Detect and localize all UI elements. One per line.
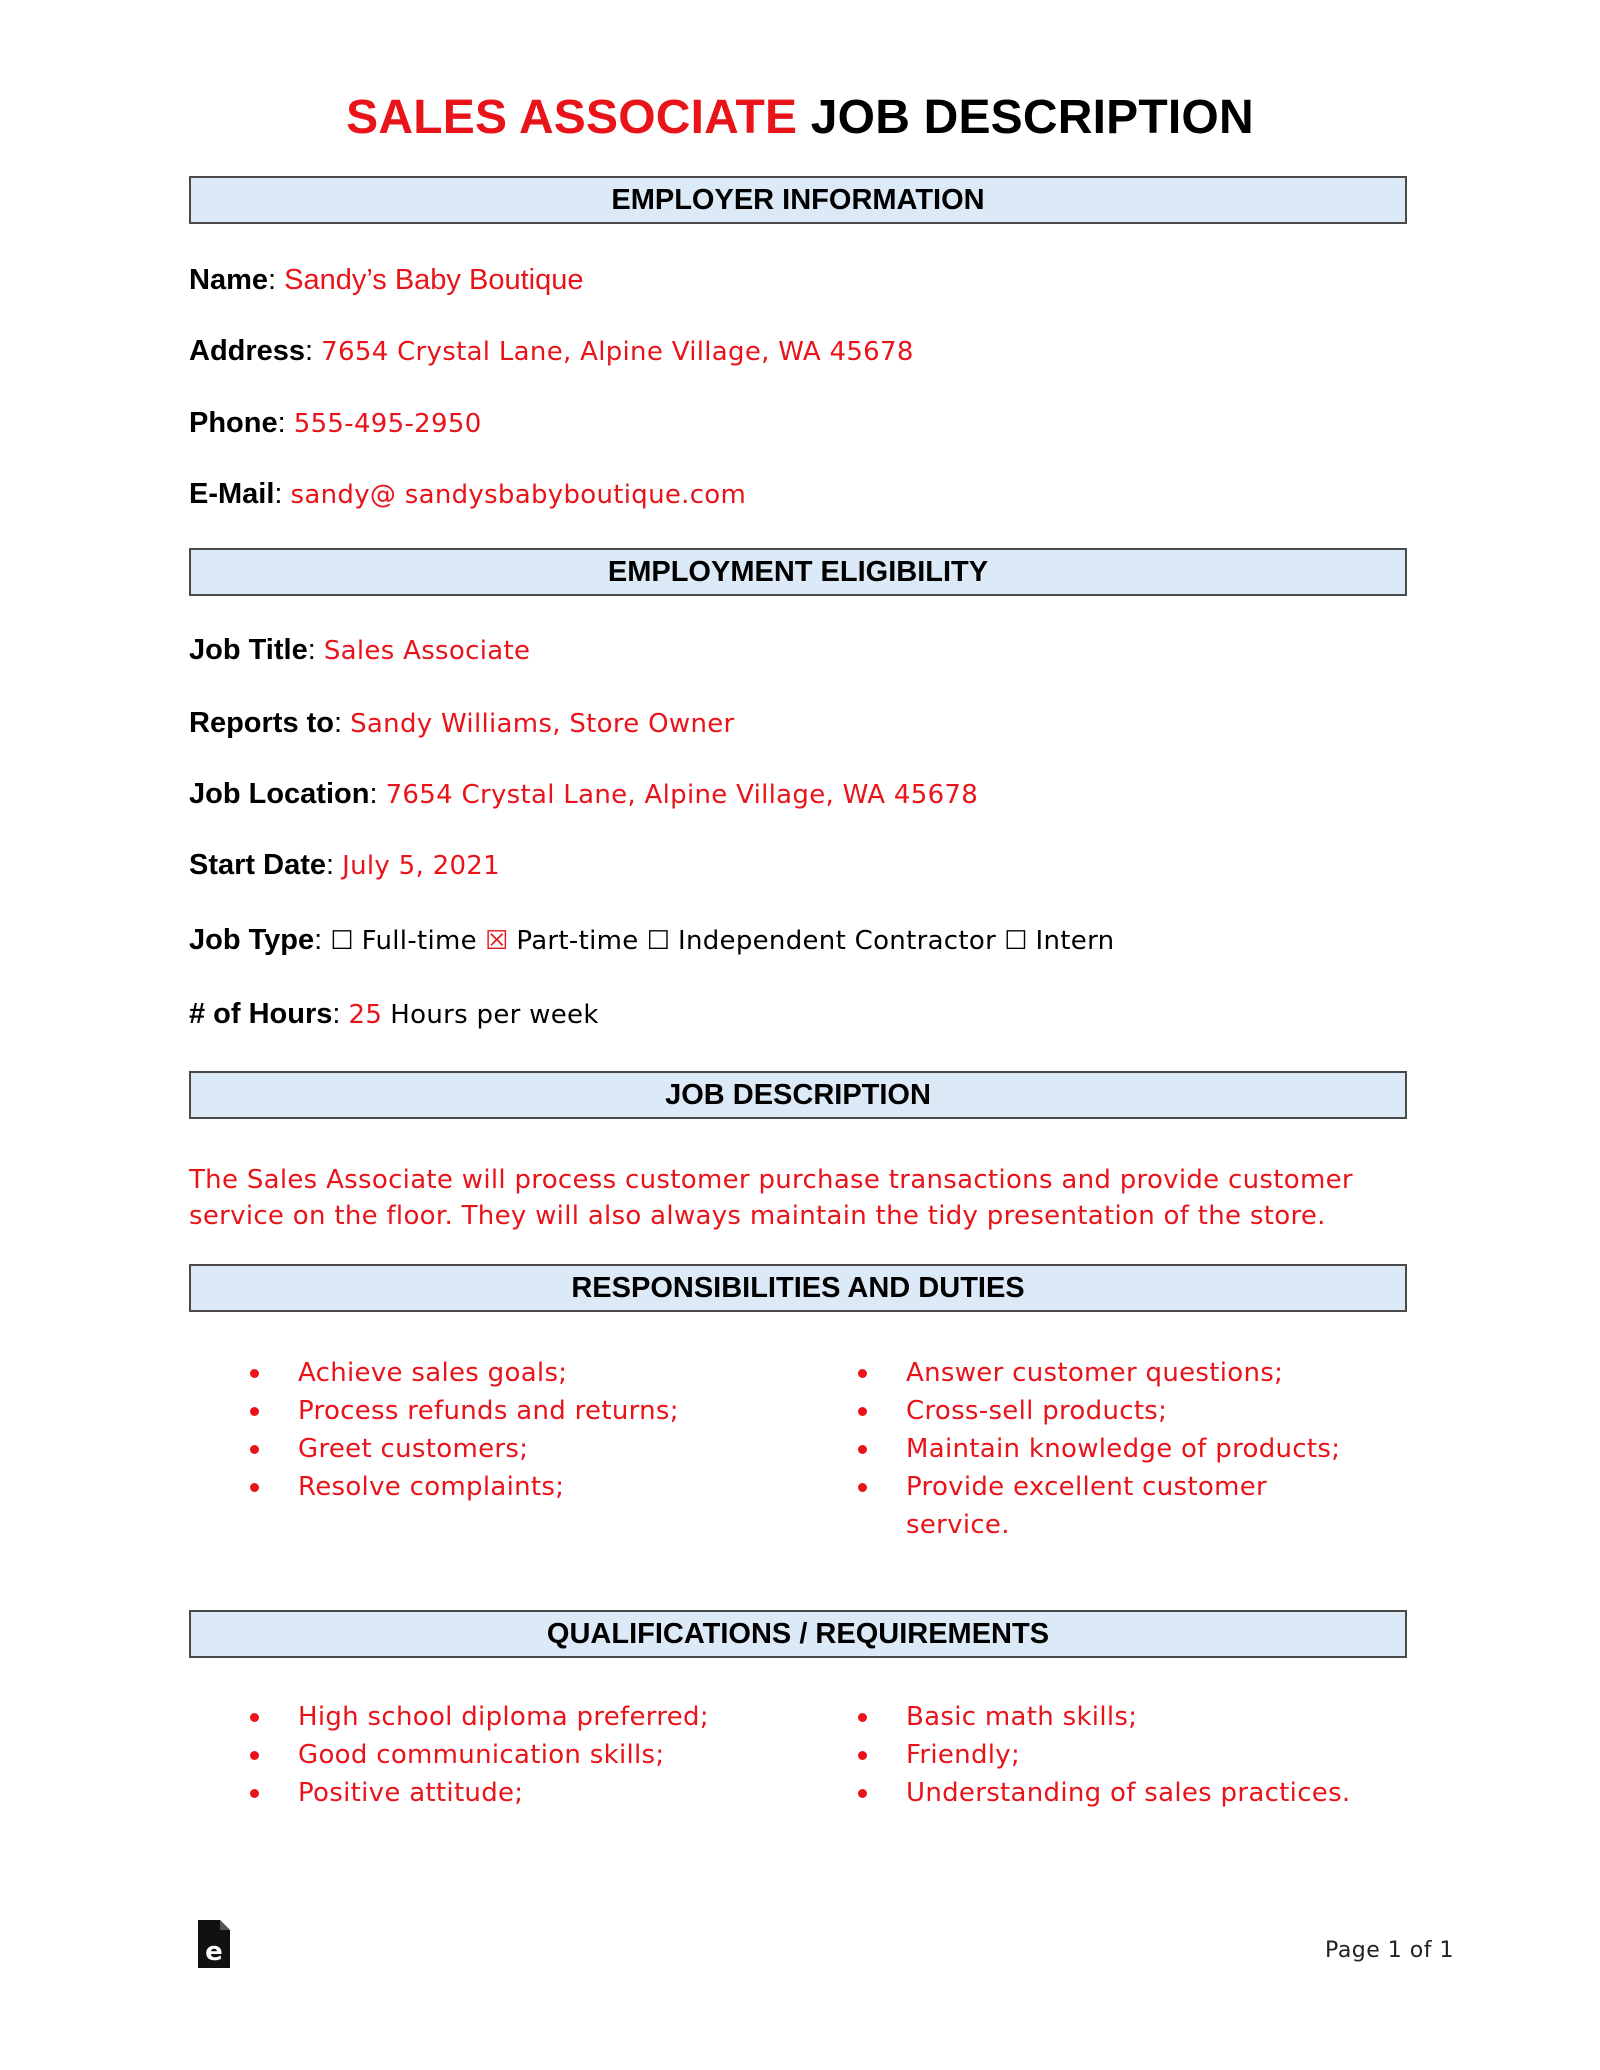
- employer-address-value: 7654 Crystal Lane, Alpine Village, WA 45678: [321, 337, 914, 367]
- hours-value: 25: [348, 1000, 383, 1030]
- reports-to-value: Sandy Williams, Store Owner: [350, 709, 735, 739]
- list-item-text: Greet customers;: [298, 1434, 529, 1464]
- list-item-text: Friendly;: [906, 1740, 1021, 1770]
- bullet: [858, 1369, 867, 1378]
- list-item: [858, 1774, 1398, 1812]
- job-type-row: Job Type: ☐ Full-time ☒ Part-time ☐ Independent Contractor ☐ Intern: [189, 924, 1115, 956]
- hours-unit: Hours per week: [390, 1000, 599, 1030]
- job-location-row: Job Location: 7654 Crystal Lane, Alpine Village, WA 45678: [189, 778, 979, 810]
- list-item: [858, 1354, 1368, 1392]
- job-description-text: The Sales Associate will process customer purchase transactions and provide customer service on the floor. They will also always maintain the tidy presentation of the store.: [189, 1165, 1353, 1231]
- checkbox-part-time[interactable]: ☒: [485, 926, 509, 956]
- list-item-text: Resolve complaints;: [298, 1472, 565, 1502]
- bullet: [858, 1483, 867, 1492]
- responsibilities-list-left: [250, 1354, 810, 1506]
- field-label: Start Date: [189, 849, 326, 881]
- list-item-text: Process refunds and returns;: [298, 1396, 679, 1426]
- document-logo-icon: [196, 1918, 232, 1970]
- list-item: [250, 1468, 810, 1506]
- title-role: SALES ASSOCIATE: [346, 91, 798, 144]
- field-label: Phone: [189, 407, 278, 439]
- hours-row: # of Hours: 25 Hours per week: [189, 998, 599, 1030]
- list-item: [250, 1736, 810, 1774]
- bullet: [250, 1789, 259, 1798]
- reports-to-row: Reports to: Sandy Williams, Store Owner: [189, 707, 735, 739]
- list-item: [858, 1736, 1398, 1774]
- list-item-text: Provide excellent customer service.: [906, 1472, 1267, 1540]
- employer-phone-value: 555-495-2950: [293, 409, 482, 439]
- job-title-value: Sales Associate: [323, 636, 531, 666]
- list-item-text: Positive attitude;: [298, 1778, 524, 1808]
- job-location-value: 7654 Crystal Lane, Alpine Village, WA 45678: [385, 780, 979, 810]
- start-date-row: Start Date: July 5, 2021: [189, 849, 500, 881]
- checkbox-intern[interactable]: ☐: [1004, 926, 1028, 956]
- employer-address-row: Address: 7654 Crystal Lane, Alpine Village, WA 45678: [189, 335, 914, 367]
- list-item-text: Maintain knowledge of products;: [906, 1434, 1341, 1464]
- list-item: [250, 1430, 810, 1468]
- list-item: [858, 1430, 1368, 1468]
- employer-name-value: Sandy’s Baby Boutique: [284, 264, 584, 296]
- employer-phone-row: Phone: 555-495-2950: [189, 407, 482, 439]
- svg-text:e: e: [205, 1937, 223, 1967]
- section-qualifications: QUALIFICATIONS / REQUIREMENTS: [189, 1610, 1407, 1658]
- qualifications-list-right: [858, 1698, 1398, 1812]
- title-suffix: JOB DESCRIPTION: [810, 91, 1254, 144]
- checkbox-independent-contractor[interactable]: ☐: [646, 926, 670, 956]
- option-full-time: Full-time: [361, 926, 477, 956]
- list-item: [858, 1392, 1368, 1430]
- document-title: [0, 88, 1600, 148]
- list-item-text: Achieve sales goals;: [298, 1358, 568, 1388]
- list-item: [250, 1354, 810, 1392]
- employer-email-row: E-Mail: sandy@ sandysbabyboutique.com: [189, 478, 747, 510]
- field-label: Address: [189, 335, 306, 367]
- employer-email-value: sandy@ sandysbabyboutique.com: [290, 480, 747, 510]
- bullet: [858, 1713, 867, 1722]
- bullet: [250, 1483, 259, 1492]
- field-label: # of Hours: [189, 998, 333, 1030]
- field-label: Name: [189, 264, 268, 296]
- section-responsibilities: RESPONSIBILITIES AND DUTIES: [189, 1264, 1407, 1312]
- option-part-time: Part-time: [516, 926, 639, 956]
- list-item-text: Good communication skills;: [298, 1740, 665, 1770]
- bullet: [250, 1713, 259, 1722]
- list-item-text: Answer customer questions;: [906, 1358, 1284, 1388]
- start-date-value: July 5, 2021: [342, 851, 500, 881]
- option-intern: Intern: [1035, 926, 1115, 956]
- list-item: [858, 1698, 1398, 1736]
- bullet: [858, 1751, 867, 1760]
- bullet: [858, 1789, 867, 1798]
- bullet: [250, 1751, 259, 1760]
- list-item: [858, 1468, 1306, 1544]
- list-item-text: Cross-sell products;: [906, 1396, 1168, 1426]
- section-job-description: JOB DESCRIPTION: [189, 1071, 1407, 1119]
- section-employment-eligibility: EMPLOYMENT ELIGIBILITY: [189, 548, 1407, 596]
- field-label: Job Title: [189, 634, 308, 666]
- field-label: Job Location: [189, 778, 370, 810]
- list-item: [250, 1392, 810, 1430]
- qualifications-list-left: [250, 1698, 810, 1812]
- employer-name-row: Name: Sandy’s Baby Boutique: [189, 264, 584, 296]
- list-item: [250, 1774, 810, 1812]
- list-item-text: Basic math skills;: [906, 1702, 1138, 1732]
- list-item-text: High school diploma preferred;: [298, 1702, 709, 1732]
- responsibilities-list-right: [858, 1354, 1368, 1544]
- option-independent-contractor: Independent Contractor: [677, 926, 997, 956]
- checkbox-full-time[interactable]: ☐: [330, 926, 354, 956]
- bullet: [858, 1445, 867, 1454]
- bullet: [250, 1407, 259, 1416]
- field-label: E-Mail: [189, 478, 275, 510]
- field-label: Reports to: [189, 707, 334, 739]
- list-item: [250, 1698, 810, 1736]
- section-employer-information: EMPLOYER INFORMATION: [189, 176, 1407, 224]
- bullet: [250, 1445, 259, 1454]
- bullet: [250, 1369, 259, 1378]
- field-label: Job Type: [189, 924, 315, 956]
- list-item-text: Understanding of sales practices.: [906, 1778, 1351, 1808]
- job-title-row: Job Title: Sales Associate: [189, 634, 531, 666]
- bullet: [858, 1407, 867, 1416]
- page-number: Page 1 of 1: [1325, 1938, 1454, 1963]
